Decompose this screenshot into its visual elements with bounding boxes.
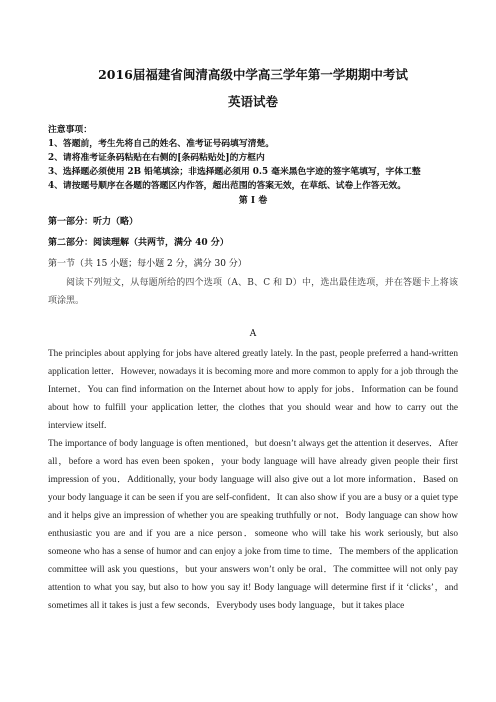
note-item-3: 3、选择题必须使用 2B 铅笔填涂；非选择题必须用 0.5 毫米黑色字迹的签字笔填写，字体工整 xyxy=(48,167,421,177)
passage-letter: A xyxy=(249,329,257,339)
volume-label: 第 I 卷 xyxy=(238,196,268,206)
instruction-text: 阅读下列短文，从每题所给的四个选项（A、B、C 和 D）中，选出最佳选项，并在答题卡上将该项涂黑。 xyxy=(48,278,458,306)
notes-section xyxy=(48,123,458,193)
note-item-1: 1、答题前，考生先将自己的姓名、准考证号码填写清楚。 xyxy=(48,139,275,149)
section-one-heading: 第一节（共 15 小题；每小题 2 分，满分 30 分） xyxy=(48,259,247,269)
exam-subtitle: 英语试卷 xyxy=(227,94,278,109)
passage-paragraph-2: The importance of body language is often mentioned，but doesn’t always get the attention it deserves．After all，before a word has even been spoken，your body language will have already given people their first impression of you．Additionally, your body language will also give out a lot more information．Based on your body language it can be seen if you are self-confident．It can also show if you are a busy or a quiet type and it helps give an impression of whether you are speaking truthfully or not．Body language can show how enthusiastic you are and if you are a nice person．someone who will take his work seriously, but also someone who has a sense of humor and can enjoy a joke from time to time．The members of the application committee will ask you questions，but your answers won’t only be oral．The committee will not only pay attention to what you say, but also to how you say it! Body language will determine first if it ‘clicks’，and sometimes all it takes is just a few seconds．Everybody uses body language，but it takes place xyxy=(48,439,458,611)
passage-paragraph-1: The principles about applying for jobs have altered greatly lately. In the past, people preferred a hand-written application letter．However, nowadays it is becoming more and more common to apply for a job through the Internet．You can find information on the Internet about how to apply for jobs．Information can be found about how to fulfill your application letter, the clothes that you should wear and how to carry out the interview itself. xyxy=(48,349,458,431)
part-two-heading: 第二部分：阅读理解（共两节，满分 40 分） xyxy=(48,238,229,248)
note-item-4: 4、请按题号顺序在各题的答题区内作答，超出范围的答案无效，在草纸、试卷上作答无效。 xyxy=(48,181,406,191)
note-item-2: 2、请将准考证条码粘贴在右侧的[条码粘贴处]的方框内 xyxy=(48,153,265,163)
part-one-heading: 第一部分：听力（略） xyxy=(48,217,139,227)
notes-heading: 注意事项： xyxy=(48,125,92,135)
exam-title: 2016届福建省闽清高级中学高三学年第一学期期中考试 xyxy=(98,67,408,82)
